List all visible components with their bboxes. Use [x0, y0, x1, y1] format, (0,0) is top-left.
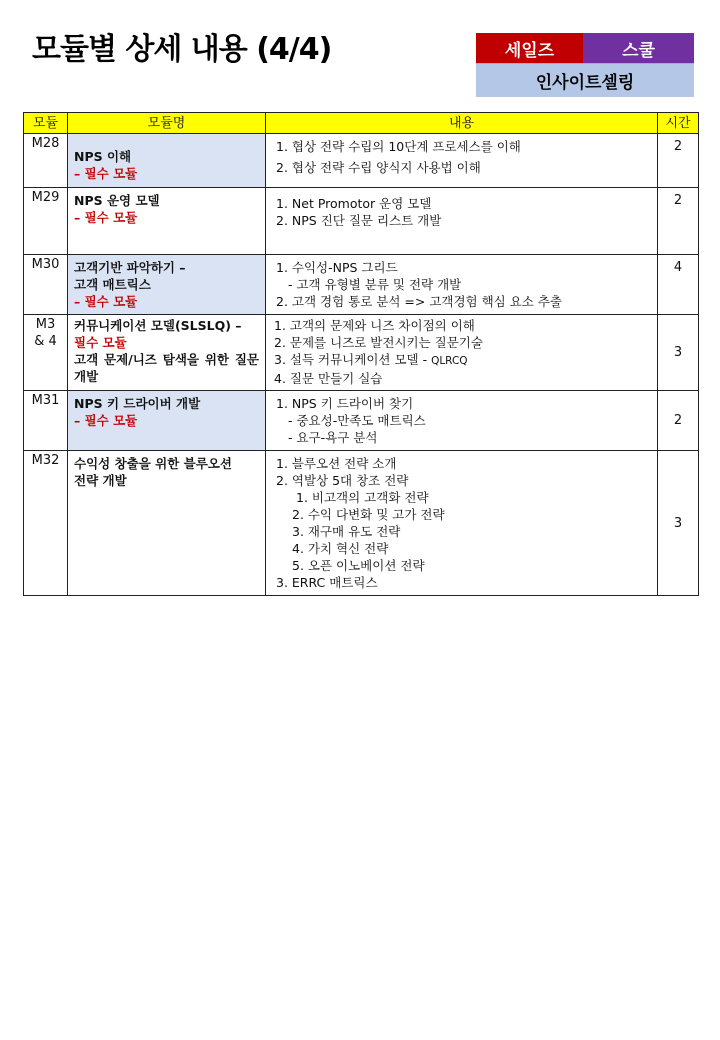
content-line: 4. 질문 만들기 실습	[274, 371, 383, 386]
module-id: M30	[24, 255, 68, 315]
module-hours: 2	[658, 134, 699, 188]
required-badge: – 필수 모듈	[74, 413, 138, 428]
module-name	[68, 134, 266, 188]
table-row	[24, 391, 699, 451]
brand-sales-label: 세일즈	[476, 33, 583, 63]
module-id: M31	[24, 391, 68, 451]
table-header-row	[24, 113, 699, 134]
module-name	[68, 451, 266, 596]
content-line: 1. Net Promotor 운영 모델	[276, 196, 432, 211]
content-line: 2. NPS 진단 질문 리스트 개발	[276, 213, 442, 228]
required-badge: – 필수 모듈	[74, 166, 138, 181]
module-id	[24, 315, 68, 391]
module-name	[68, 188, 266, 255]
module-hours: 3	[658, 451, 699, 596]
content-line: - 고객 유형별 분류 및 전략 개발	[288, 277, 462, 292]
content-line: 2. 문제를 니즈로 발전시키는 질문기술	[274, 335, 483, 350]
module-name-line: 수익성 창출을 위한 블루오션	[74, 456, 232, 471]
module-id-line: M3	[35, 317, 56, 332]
content-line: 4. 가치 혁신 전략	[292, 541, 389, 556]
module-content	[266, 188, 658, 255]
header-hours: 시간	[658, 113, 699, 134]
header-module: 모듈	[24, 113, 68, 134]
module-name-line: 고객기반 파악하기 –	[74, 260, 186, 275]
module-hours: 2	[658, 391, 699, 451]
module-id: M28	[24, 134, 68, 188]
content-line-text: 3. 설득 커뮤니케이션 모델 -	[274, 352, 432, 367]
page-title: 모듈별 상세 내용 (4/4)	[32, 32, 332, 67]
module-hours: 4	[658, 255, 699, 315]
content-line: 2. 수익 다변화 및 고가 전략	[292, 507, 445, 522]
content-line: 3. ERRC 매트릭스	[276, 575, 378, 590]
module-name-line: 고객 매트릭스	[74, 277, 151, 292]
content-line: 5. 오픈 이노베이션 전략	[292, 558, 425, 573]
table-row	[24, 315, 699, 391]
content-line: 1. NPS 키 드라이버 찾기	[276, 396, 414, 411]
module-content	[266, 391, 658, 451]
content-line	[274, 351, 651, 370]
content-line: 2. 협상 전략 수립 양식지 사용법 이해	[276, 160, 481, 175]
module-name	[68, 255, 266, 315]
module-name-line: NPS 키 드라이버 개발	[74, 396, 201, 411]
module-name-line: 커뮤니케이션 모델(SLSLQ) –	[74, 318, 242, 333]
module-name-line: 고객 문제/니즈 탐색을 위한 질문 개발	[74, 352, 259, 384]
module-hours: 2	[658, 188, 699, 255]
content-line: - 중요성-만족도 매트릭스	[288, 413, 426, 428]
module-content	[266, 255, 658, 315]
header-content: 내용	[266, 113, 658, 134]
module-id-line: & 4	[34, 334, 57, 349]
content-line: 2. 역발상 5대 창조 전략	[276, 473, 409, 488]
model-acronym: QLRCQ	[431, 355, 468, 367]
brand-school-label: 스쿨	[583, 33, 694, 63]
content-line: 1. 고객의 문제와 니즈 차이점의 이해	[274, 318, 475, 333]
module-id: M32	[24, 451, 68, 596]
required-badge: – 필수 모듈	[74, 210, 138, 225]
module-id: M29	[24, 188, 68, 255]
module-name-line: 전략 개발	[74, 473, 127, 488]
content-line: 1. 수익성-NPS 그리드	[276, 260, 398, 275]
module-name-line: NPS 이해	[74, 149, 132, 164]
content-line: 3. 재구매 유도 전략	[292, 524, 401, 539]
brand-logo	[476, 33, 694, 97]
module-name	[68, 315, 266, 391]
content-line: 2. 고객 경험 통로 분석 => 고객경험 핵심 요소 추출	[276, 294, 562, 309]
module-content	[266, 451, 658, 596]
header-module-name: 모듈명	[68, 113, 266, 134]
content-line: - 요구-욕구 분석	[288, 430, 378, 445]
module-name-line: NPS 운영 모델	[74, 193, 160, 208]
module-content	[266, 134, 658, 188]
required-badge: – 필수 모듈	[74, 294, 138, 309]
content-line: 1. 비고객의 고객화 전략	[296, 490, 429, 505]
module-content	[266, 315, 658, 391]
table-row	[24, 134, 699, 188]
table-row	[24, 255, 699, 315]
required-badge: 필수 모듈	[74, 335, 127, 350]
module-name	[68, 391, 266, 451]
module-table	[23, 112, 699, 596]
module-hours: 3	[658, 315, 699, 391]
content-line: 1. 블루오션 전략 소개	[276, 456, 397, 471]
brand-insight-selling-label: 인사이트셀링	[476, 63, 694, 97]
table-row	[24, 451, 699, 596]
table-row	[24, 188, 699, 255]
content-line: 1. 협상 전략 수립의 10단계 프로세스를 이해	[276, 139, 521, 154]
